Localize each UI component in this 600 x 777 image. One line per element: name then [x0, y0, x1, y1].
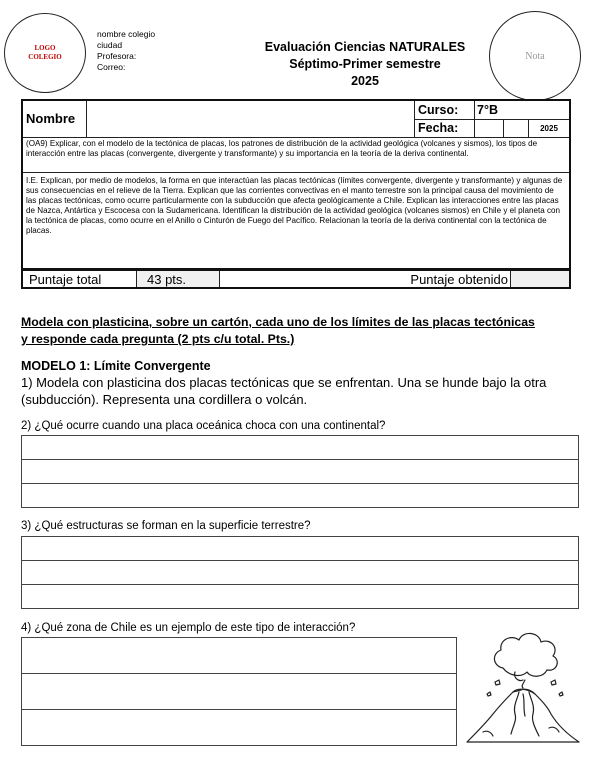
title-line-1: Evaluación Ciencias NATURALES [264, 40, 466, 54]
answer-line[interactable] [22, 537, 578, 561]
instruction-line-2: y responde cada pregunta (2 pts c/u total. Pts.) [21, 332, 295, 346]
instruction-line-1: Modela con plasticina, sobre un cartón, cada uno de los límites de las placas tectónicas [21, 315, 535, 329]
nombre-label: Nombre [22, 100, 87, 137]
curso-value[interactable]: 7°B [475, 100, 571, 119]
logo-text: LOGO COLEGIO [28, 44, 62, 61]
school-logo [4, 13, 86, 93]
volcano-icon [463, 628, 583, 746]
school-teacher: Profesora: [97, 51, 137, 61]
puntaje-obtenido-label: Puntaje obtenido [220, 270, 511, 288]
school-city: ciudad [97, 40, 123, 50]
score-table [21, 269, 571, 289]
evaluation-title [230, 39, 500, 90]
answer-line[interactable] [22, 710, 456, 745]
question-4: 4) ¿Qué zona de Chile es un ejemplo de este tipo de interacción? [21, 622, 356, 634]
fecha-label: Fecha: [415, 119, 475, 137]
objective-text: (OA9) Explicar, con el modelo de la tectónica de placas, los patrones de distribución de la actividad geológica (volcanes y sismos), los tipos de interacción entre las placas (convergente, divergente y transformante) y su importancia en la teoría de la deriva continental. [22, 137, 570, 172]
school-name: nombre colegio [97, 29, 156, 39]
answer-line[interactable] [22, 561, 578, 585]
answer-line[interactable] [22, 585, 578, 608]
answer-line[interactable] [22, 674, 456, 710]
fecha-year[interactable]: 2025 [529, 119, 571, 137]
fecha-day[interactable] [475, 119, 504, 137]
answer-box-q3[interactable] [21, 536, 579, 609]
answer-line[interactable] [22, 484, 578, 507]
school-email: Correo: [97, 62, 126, 72]
answer-box-q4[interactable] [21, 637, 457, 746]
school-info [97, 29, 155, 73]
question-3: 3) ¿Qué estructuras se forman en la superficie terrestre? [21, 520, 311, 532]
puntaje-total-label: Puntaje total [22, 270, 137, 288]
model-title: MODELO 1: Límite Convergente [21, 359, 211, 373]
title-line-3: 2025 [351, 74, 379, 88]
answer-line[interactable] [22, 638, 456, 674]
curso-label: Curso: [415, 100, 475, 119]
puntaje-total-value: 43 pts. [137, 270, 220, 288]
indicators-text: I.E. Explican, por medio de modelos, la forma en que interactúan las placas tectónicas (límites convergente, divergente y transformante) y algunas de sus consecuencias en el relieve de la Tierra. Explican que las corrientes convectivas en el manto terrestre son la principal causa del movimiento de las placas tectónicas, como ocurre particularmente con la subducción que afecta geológicamente a Chile. Explican las interacciones entre las placas de Nazca, Antártica y Escocesa con la Sudamericana. Identifican la distribución de la actividad geológica (volcanes sismos) en Chile y el planeta con la tectónica de placas, como ocurre en el Anillo o Cinturón de Fuego del Pacífico. Relacionan la teoría de la deriva continental con la tectónica de placas. [22, 172, 570, 269]
grade-circle [489, 11, 581, 101]
answer-box-q2[interactable] [21, 435, 579, 508]
answer-line[interactable] [22, 436, 578, 460]
question-1: 1) Modela con plasticina dos placas tectónicas que se enfrentan. Una se hunde bajo la otra (subducción). Representa una cordillera o volcán. [21, 375, 547, 407]
nota-label: Nota [525, 50, 545, 62]
instructions [21, 314, 581, 348]
title-line-2: Séptimo-Primer semestre [289, 57, 441, 71]
student-info-table [21, 99, 571, 270]
nombre-field[interactable] [87, 100, 415, 137]
fecha-month[interactable] [504, 119, 529, 137]
question-2: 2) ¿Qué ocurre cuando una placa oceánica choca con una continental? [21, 420, 386, 432]
puntaje-obtenido-field[interactable] [511, 270, 571, 288]
answer-line[interactable] [22, 460, 578, 484]
